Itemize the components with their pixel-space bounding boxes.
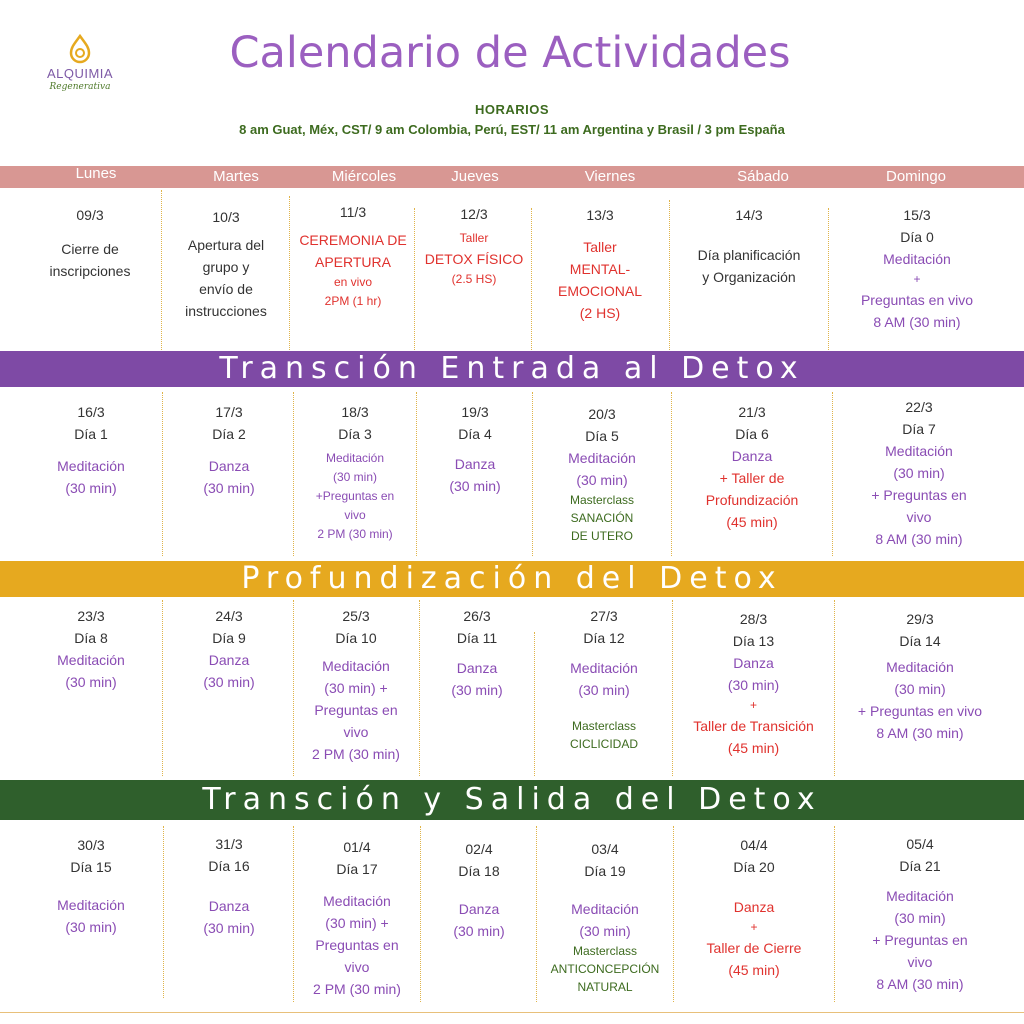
day-cell [674,834,834,981]
activity-text: (30 min) [451,682,503,698]
activity-text: (30 min) [894,681,946,697]
activity-text: Danza [733,899,775,915]
day-lunes: Lunes [75,165,117,182]
activity-text: Día planificación [697,247,801,263]
day-number: Día 6 [735,426,769,442]
day-cell [294,605,418,765]
activity-text: 8 AM (30 min) [876,725,964,741]
date: 31/3 [215,836,243,852]
activity-text: Preguntas en [315,937,399,953]
day-cell [532,204,668,324]
day-cell [830,204,1004,333]
activity-text: (30 min) [203,920,255,936]
activity-text: Taller [459,231,489,245]
activity-text: Preguntas en vivo [860,292,974,308]
date: 04/4 [740,837,768,853]
brand-logo [38,34,122,92]
activity-text: (30 min) [449,478,501,494]
activity-text: Meditación [570,660,638,676]
activity-text: Masterclass [571,719,636,733]
activity-text: SANACIÓN [570,511,634,525]
activity-text: Taller de Cierre [706,940,802,956]
date: 09/3 [76,207,104,223]
day-cell [535,605,673,753]
activity-text: (45 min) [726,514,778,530]
activity-text: Danza [208,898,250,914]
brand-name: ALQUIMIA [46,66,114,81]
activity-text: (30 min) [65,674,117,690]
day-cell [670,204,828,288]
activity-text: MENTAL- [569,261,631,277]
activity-text: (30 min) [727,677,780,693]
activity-text: vivo [906,509,932,525]
day-cell [290,201,416,311]
date: 01/4 [343,839,371,855]
day-cell [294,836,420,1000]
day-number: Día 19 [584,863,626,879]
day-cell [20,605,162,693]
day-cell [420,605,534,701]
date: 17/3 [215,404,243,420]
activity-text: instrucciones [185,303,267,319]
day-number: Día 17 [336,861,378,877]
day-cell [533,403,671,545]
activity-text: Meditación [885,443,953,459]
day-jueves: Jueves [451,168,499,185]
activity-text: Meditación [883,251,951,267]
date: 20/3 [588,406,616,422]
activity-text: vivo [344,959,370,975]
phase-band-entrada: Transción Entrada al Detox [0,351,1024,387]
date: 27/3 [590,608,618,624]
activity-text: en vivo [333,275,373,289]
bottom-divider [0,1012,1024,1013]
date: 25/3 [342,608,370,624]
day-cell [672,401,832,533]
day-cell [164,605,294,693]
activity-text: vivo [344,508,366,522]
activity-text: Danza [454,456,496,472]
date: 29/3 [906,611,934,627]
activity-text: vivo [343,724,369,740]
day-number: Día 9 [212,630,246,646]
activity-text: + Preguntas en [872,932,968,948]
activity-text: NATURAL [577,980,633,994]
day-cell [421,838,537,942]
date: 30/3 [77,837,105,853]
activity-text: (30 min) [203,480,255,496]
activity-text: CEREMONIA DE [299,232,407,248]
date: 12/3 [460,206,488,222]
day-cell [20,834,162,938]
activity-text: Meditación [57,897,125,913]
day-miercoles: Miércoles [331,168,397,185]
day-number: Día 20 [733,859,775,875]
activity-text: CICLICIDAD [569,737,638,751]
day-cell [673,608,834,759]
day-number: Día 0 [900,229,934,245]
activity-text: + Taller de [719,470,785,486]
activity-text: (30 min) [453,923,505,939]
activity-text: Meditación [325,451,385,465]
date: 14/3 [735,207,763,223]
activity-text: APERTURA [315,254,391,270]
drop-logo-icon [67,34,93,64]
day-cell [162,206,290,322]
column-divider [162,600,163,776]
day-number: Día 13 [732,633,775,649]
activity-text: 2 PM (30 min) [317,527,393,541]
day-sabado: Sábado [737,168,789,185]
day-viernes: Viernes [584,168,636,185]
activity-text: Meditación [886,888,954,904]
activity-text: 2 PM (30 min) [312,746,400,762]
day-cell [835,833,1005,995]
day-cell [164,401,294,499]
day-number: Día 1 [74,426,108,442]
brand-tagline: Regenerativa [49,82,111,92]
activity-text: Meditación [57,652,125,668]
date: 03/4 [591,841,619,857]
activity-text: inscripciones [49,263,131,279]
activity-text: Danza [733,655,774,671]
activity-text: (30 min) + [324,680,388,696]
date: 26/3 [463,608,491,624]
activity-text: 8 AM (30 min) [876,976,964,992]
date: 11/3 [339,204,367,220]
date: 19/3 [461,404,489,420]
day-number: Día 11 [456,630,498,646]
day-number: Día 5 [585,428,619,444]
activity-text: (30 min) [332,470,377,484]
activity-text: 2 PM (30 min) [313,981,401,997]
activity-text: 8 AM (30 min) [875,531,963,547]
date: 24/3 [215,608,243,624]
activity-text: Taller de Transición [693,718,814,734]
activity-text: vivo [907,954,933,970]
activity-text: Danza [731,448,773,464]
activity-text: Meditación [323,893,391,909]
day-cell [537,838,673,996]
activity-text: Taller [583,239,617,255]
day-number: Día 8 [74,630,108,646]
activity-text: DETOX FÍSICO [424,251,524,267]
activity-text: (2.5 HS) [451,272,497,286]
activity-text: Meditación [571,901,639,917]
day-cell [20,401,162,499]
day-number: Día 4 [458,426,492,442]
day-cell [20,204,160,282]
activity-text: (30 min) [65,919,117,935]
activity-text: Meditación [886,659,954,675]
activity-text: (30 min) [579,923,631,939]
activity-text: (30 min) [576,472,628,488]
activity-text: Masterclass [572,944,637,958]
date: 16/3 [77,404,105,420]
schedule-heading: HORARIOS [474,102,550,117]
day-number: Día 15 [70,859,112,875]
activity-text: Meditación [568,450,636,466]
day-cell [835,608,1005,744]
activity-text: Preguntas en [314,702,398,718]
day-cell [833,396,1005,550]
day-number: Día 18 [458,863,500,879]
day-number: Día 10 [335,630,377,646]
activity-text: (30 min) [578,682,630,698]
activity-text: (30 min) [894,910,946,926]
column-divider [162,392,163,556]
activity-text: Danza [208,652,250,668]
day-cell [416,203,532,289]
day-martes: Martes [213,168,259,185]
day-number: Día 14 [899,633,941,649]
day-number: Día 12 [583,630,625,646]
activity-text: (45 min) [727,740,780,756]
date: 22/3 [905,399,933,415]
date: 02/4 [465,841,493,857]
activity-text: + [913,272,921,286]
activity-text: 8 AM (30 min) [873,314,961,330]
day-number: Día 3 [338,426,372,442]
activity-text: DE UTERO [570,529,633,543]
activity-text: envío de [199,281,253,297]
date: 13/3 [586,207,614,223]
day-domingo: Domingo [885,168,947,185]
activity-text: Masterclass [569,493,634,507]
date: 18/3 [341,404,369,420]
activity-text: y Organización [702,269,796,285]
date: 28/3 [739,611,768,627]
day-cell [417,401,533,497]
activity-text: +Preguntas en [315,489,395,503]
page-title: Calendario de Actividades [229,28,791,78]
activity-text: + Preguntas en vivo [857,703,983,719]
day-number: Día 2 [212,426,246,442]
day-cell [164,833,294,939]
activity-text: ANTICONCEPCIÓN [550,962,660,976]
activity-text: (30 min) [203,674,255,690]
schedule-times: 8 am Guat, Méx, CST/ 9 am Colombia, Perú, EST/ 11 am Argentina y Brasil / 3 pm España [239,122,785,137]
phase-band-profundizacion: Profundización del Detox [0,561,1024,597]
activity-text: (30 min) [65,480,117,496]
activity-text: (45 min) [728,962,780,978]
activity-text: + [750,920,758,934]
activity-text: + Preguntas en [871,487,967,503]
activity-text: (30 min) + [325,915,389,931]
activity-text: Danza [456,660,498,676]
activity-text: Apertura del [187,237,265,253]
activity-text: + [749,698,757,712]
activity-text: Meditación [322,658,390,674]
day-cell [294,401,416,544]
day-number: Día 21 [899,858,941,874]
column-divider [828,208,829,350]
date: 23/3 [77,608,105,624]
date: 21/3 [738,404,766,420]
day-number: Día 7 [902,421,936,437]
activity-text: 2PM (1 hr) [324,294,382,308]
date: 15/3 [903,207,931,223]
date: 05/4 [906,836,934,852]
activity-text: (30 min) [893,465,945,481]
activity-text: Danza [458,901,500,917]
activity-text: Danza [208,458,250,474]
activity-text: EMOCIONAL [557,283,642,299]
activity-text: Profundización [705,492,799,508]
date: 10/3 [212,209,240,225]
activity-text: (2 HS) [579,305,621,321]
activity-text: Cierre de [61,241,119,257]
phase-band-salida: Transción y Salida del Detox [0,780,1024,820]
activity-text: Meditación [57,458,125,474]
day-number: Día 16 [208,858,250,874]
activity-text: grupo y [202,259,250,275]
